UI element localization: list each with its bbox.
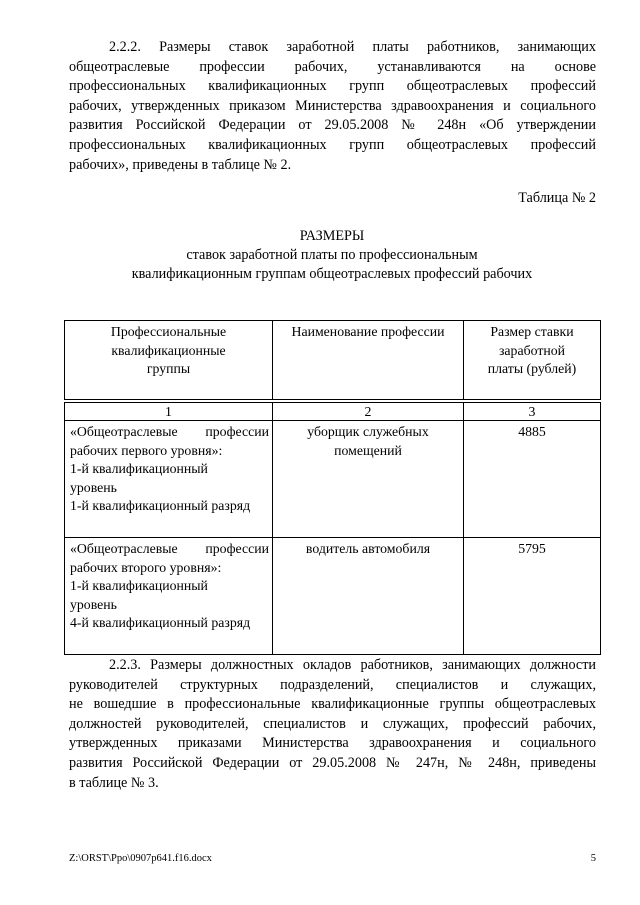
group-text: уровень xyxy=(70,479,117,495)
header-cell-groups xyxy=(65,321,273,400)
header-text: группы xyxy=(146,361,191,377)
table-heading-subtitle: ставок заработной платы по профессиональным xyxy=(186,247,478,263)
group-text: «Общеотраслевые профессии xyxy=(70,424,269,439)
paragraph-2-2-2 xyxy=(69,38,596,175)
column-number: 2 xyxy=(273,403,464,421)
header-text: платы (рублей) xyxy=(487,361,577,377)
group-text: рабочих второго уровня»: xyxy=(70,559,222,575)
group-text: 1-й квалификационный xyxy=(70,461,208,477)
table-heading-title: РАЗМЕРЫ xyxy=(299,228,365,244)
text-line: развития Российской Федерации от 29.05.2008 № 247н, № 248н, приведены xyxy=(69,754,596,771)
text-line: в таблице № 3. xyxy=(69,774,159,791)
column-number: 3 xyxy=(464,403,601,421)
column-number: 1 xyxy=(65,403,273,421)
profession-text: уборщик служебных xyxy=(307,424,429,439)
profession-cell xyxy=(273,421,464,538)
rate-cell: 4885 xyxy=(464,421,601,538)
table-row xyxy=(65,421,601,538)
rate-cell: 5795 xyxy=(464,538,601,655)
group-text: «Общеотраслевые профессии xyxy=(70,541,269,556)
page-number: 5 xyxy=(590,853,596,864)
header-text: Размер ставки xyxy=(490,324,574,339)
profession-cell xyxy=(273,538,464,655)
text-line: развития Российской Федерации от 29.05.2008 № 248н «Об утверждении xyxy=(69,117,596,134)
table-row xyxy=(65,538,601,655)
text-line: не вошедшие в профессиональные квалификационные группы общеотраслевых xyxy=(69,696,596,713)
profession-text: помещений xyxy=(334,442,402,458)
header-text: Наименование профессии xyxy=(291,324,445,339)
paragraph-2-2-3 xyxy=(69,656,596,793)
header-text: заработной xyxy=(498,342,566,358)
header-cell-profession xyxy=(273,321,464,400)
group-text: рабочих первого уровня»: xyxy=(70,442,223,458)
text-line: рабочих, утвержденных приказом Министерства здравоохранения и социального xyxy=(69,97,596,114)
table-label: Таблица № 2 xyxy=(518,190,596,206)
group-text: 1-й квалификационный разряд xyxy=(70,498,251,514)
table-body xyxy=(64,402,601,655)
text-line: 2.2.3. Размеры должностных окладов работников, занимающих должности xyxy=(109,657,596,673)
text-line: профессиональных квалификационных групп общеотраслевых профессий xyxy=(69,78,596,95)
footer-file-path: Z:\ORST\Ppo\0907p641.f16.docx xyxy=(69,853,212,864)
text-line: руководителей структурных подразделений, специалистов и служащих, xyxy=(69,676,596,693)
header-text: квалификационные xyxy=(111,342,226,358)
text-line: профессиональных квалификационных групп общеотраслевых профессий xyxy=(69,136,596,153)
table-heading-subtitle: квалификационным группам общеотраслевых профессий рабочих xyxy=(131,266,533,282)
group-cell xyxy=(65,421,273,538)
group-text: уровень xyxy=(70,596,117,612)
group-text: 4-й квалификационный разряд xyxy=(70,615,251,631)
header-cell-rate xyxy=(464,321,601,400)
table-header xyxy=(64,320,601,400)
column-number-row xyxy=(65,403,601,421)
profession-text: водитель автомобиля xyxy=(305,541,431,556)
text-line: 2.2.2. Размеры ставок заработной платы работников, занимающих xyxy=(109,39,596,55)
text-line: утвержденных приказами Министерства здравоохранения и социального xyxy=(69,735,596,752)
header-text: Профессиональные xyxy=(110,324,227,339)
group-cell xyxy=(65,538,273,655)
text-line: должностей руководителей, специалистов и служащих, профессий рабочих, xyxy=(69,715,596,732)
text-line: общеотраслевые профессии рабочих, устанавливаются на основе xyxy=(69,58,596,75)
text-line: рабочих», приведены в таблице № 2. xyxy=(69,156,292,173)
group-text: 1-й квалификационный xyxy=(70,578,208,594)
